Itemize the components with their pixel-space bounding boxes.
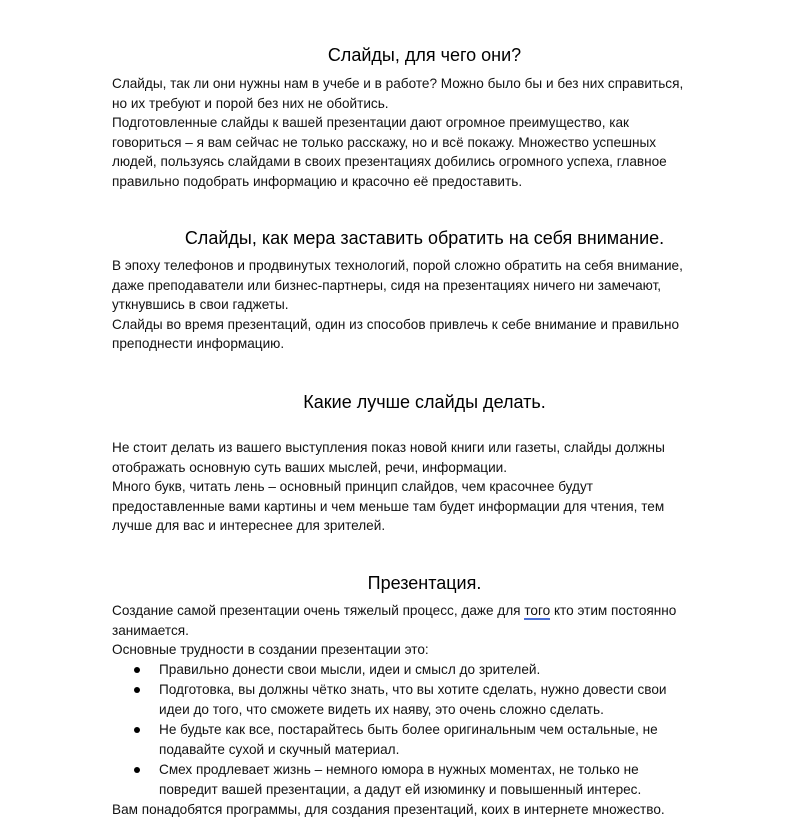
section-1-body bbox=[112, 74, 683, 192]
section-4 bbox=[112, 571, 737, 595]
paragraph-line: Основные трудности в создании презентации это: bbox=[112, 642, 429, 658]
list-item-text: Подготовка, вы должны чётко знать, что вы хотите сделать, нужно довести свои bbox=[159, 681, 667, 697]
paragraph-line: Много букв, читать лень – основный принцип слайдов, чем красочнее будут bbox=[112, 479, 593, 495]
section-2 bbox=[112, 226, 737, 250]
bullet-icon bbox=[134, 767, 140, 773]
section-3-body bbox=[112, 438, 665, 536]
paragraph-line: отображать основную суть ваших мыслей, речи, информации. bbox=[112, 459, 508, 475]
paragraph-line: Не стоит делать из вашего выступления показ новой книги или газеты, слайды должны bbox=[112, 440, 665, 455]
paragraph-line: даже преподаватели или бизнес-партнеры, сидя на презентациях ничего ни замечают, bbox=[112, 277, 662, 293]
list-item-text: Правильно донести свои мысли, идеи и смысл до зрителей. bbox=[159, 661, 541, 677]
paragraph-line: Слайды, так ли они нужны нам в учебе и в работе? Можно было бы и без них справиться, bbox=[112, 76, 684, 91]
heading-best-slides: Какие лучше слайды делать. bbox=[303, 392, 546, 412]
heading-slides-attention: Слайды, как мера заставить обратить на себя внимание. bbox=[184, 228, 665, 248]
list-item-text: Не будьте как все, постарайтесь быть более оригинальным чем остальные, не bbox=[159, 721, 658, 737]
list-item-text: повредит вашей презентации, а дадут ей изюминку и повышенный интерес. bbox=[159, 781, 642, 797]
text-span: кто этим постоянно bbox=[550, 603, 677, 618]
paragraph-line: В эпоху телефонов и продвинутых технологий, порой сложно обратить на себя внимание, bbox=[112, 258, 683, 273]
paragraph-line: преподнести информацию. bbox=[112, 336, 285, 352]
list-item-text: подавайте сухой и скучный материал. bbox=[159, 741, 400, 757]
paragraph-line: но их требуют и порой без них не обойтись. bbox=[112, 95, 389, 111]
paragraph-line: говориться – я вам сейчас не только расскажу, но и всё покажу. Множество успешных bbox=[112, 134, 657, 150]
paragraph-line: людей, пользуясь слайдами в своих презентациях добились огромного успеха, главное bbox=[112, 154, 667, 170]
section-4-body bbox=[112, 601, 676, 819]
bullet-list bbox=[112, 660, 676, 800]
list-item-text: идеи до того, что сможете видеть их наяву, это очень сложно сделать. bbox=[159, 701, 604, 717]
list-item bbox=[112, 760, 676, 780]
paragraph-line: правильно подобрать информацию и красочно её предоставить. bbox=[112, 173, 523, 189]
spellcheck-underlined-word[interactable]: того bbox=[524, 603, 551, 618]
section-3 bbox=[112, 390, 737, 414]
section-1 bbox=[112, 43, 737, 67]
paragraph-line bbox=[112, 601, 676, 621]
bullet-icon bbox=[134, 687, 140, 693]
paragraph-line: лучше для вас и интереснее для зрителей. bbox=[112, 518, 386, 534]
bullet-icon bbox=[134, 667, 140, 673]
paragraph-line: уткнувшись в свои гаджеты. bbox=[112, 297, 289, 313]
paragraph-line: занимается. bbox=[112, 622, 189, 638]
list-item-continuation bbox=[112, 740, 676, 760]
list-item-continuation bbox=[112, 700, 676, 720]
heading-slides-purpose: Слайды, для чего они? bbox=[327, 45, 522, 65]
list-item bbox=[112, 660, 676, 680]
list-item-continuation bbox=[112, 780, 676, 800]
text-span: Создание самой презентации очень тяжелый процесс, даже для bbox=[112, 603, 525, 618]
list-item bbox=[112, 720, 676, 740]
paragraph-line: Вам понадобятся программы, для создания презентаций, коих в интернете множество. bbox=[112, 801, 665, 817]
paragraph-line: предоставленные вами картины и чем меньше там будет информации для чтения, тем bbox=[112, 498, 665, 514]
list-item bbox=[112, 680, 676, 700]
paragraph-line: Слайды во время презентаций, один из способов привлечь к себе внимание и правильно bbox=[112, 316, 680, 332]
list-item-text: Смех продлевает жизнь – немного юмора в нужных моментах, не только не bbox=[159, 761, 639, 777]
paragraph-line: Подготовленные слайды к вашей презентации дают огромное преимущество, как bbox=[112, 115, 630, 131]
bullet-icon bbox=[134, 727, 140, 733]
heading-presentation: Презентация. bbox=[367, 573, 482, 593]
section-2-body bbox=[112, 256, 683, 354]
